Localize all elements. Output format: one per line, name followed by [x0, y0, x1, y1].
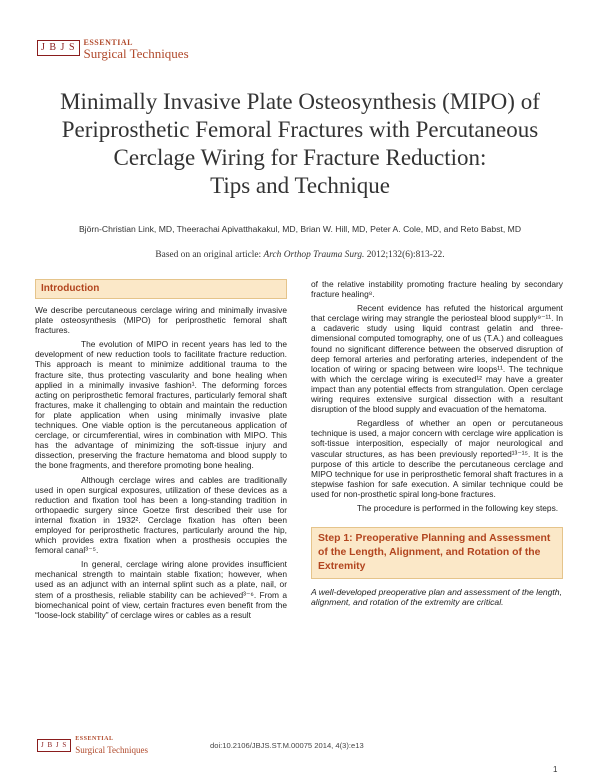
right-paragraph-4: The procedure is performed in the following key steps.: [357, 502, 559, 513]
citation-detail: 2012;132(6):813-22.: [364, 250, 445, 260]
introduction-heading: Introduction: [35, 279, 287, 299]
step-1-heading: Step 1: Preoperative Planning and Assessment of the Length, Alignment, and Rotation of the Extremity: [311, 527, 563, 579]
left-column: [35, 279, 287, 624]
right-column: [311, 279, 563, 607]
intro-paragraph-1: We describe percutaneous cerclage wiring and minimally invasive plate osteosynthesis (MIPO) for periprosthetic femoral shaft fractures.: [35, 305, 287, 336]
intro-paragraph-2: The evolution of MIPO in recent years has led to the development of new reduction tools to facilitate fracture reduction. This approach is meant to minimize additional trauma to the fracture site, thus protecting vascularity and bone healing when applied in a minimally invasive fashion¹. The deforming forces acting on periprosthetic femoral fractures, particularly femoral shaft fractures, make it challenging to obtain and maintain the reduction for plate application when using minimally invasive plate techniques. One viable option is the percutaneous application of cerclage, or circumferential, wires in combination with MIPO. This has the advantage of minimizing the soft-tissue injury and dissection, preserving the fracture hematoma and blood supply to the bone fragments, and therefore promoting bone healing.: [35, 339, 287, 471]
right-paragraph-1: of the relative instability promoting fracture healing by secondary fracture healing⁸.: [311, 279, 563, 300]
author-list: Björn-Christian Link, MD, Theerachai Apivatthakakul, MD, Brian W. Hill, MD, Peter A. Cole, MD, and Reto Babst, MD: [78, 224, 522, 234]
page-number: 1: [553, 765, 558, 774]
based-on-prefix: Based on an original article:: [155, 250, 264, 260]
right-paragraph-2: Recent evidence has refuted the historical argument that cerclage wiring may strangle the periosteal blood supply⁹⁻¹¹. In a cadaveric study using liquid contrast gelatin and three-dimensional computed tomography, one of us (T.A.) and colleagues found no significant difference between the observed disruption of deep femoral arteries and perforating arteries, independent of the location of wiring or spacing between wire loops¹¹. The technique with which the cerclage wiring is executed¹² may have a greater impact than any potential effects from strangulation. Open cerclage wiring requires extensive surgical dissection with a resultant disruption of the blood supply and evacuation of the hematoma.: [311, 303, 563, 415]
title-line-2: Periprosthetic Femoral Fractures with Percutaneous: [61, 117, 539, 142]
title-line-1: Minimally Invasive Plate Osteosynthesis (MIPO) of: [60, 89, 540, 114]
jbjs-logo-mark: J B J S: [37, 40, 80, 56]
title-line-3: Cerclage Wiring for Fracture Reduction:: [113, 145, 487, 170]
logo-line-essential: ESSENTIAL: [83, 38, 133, 47]
title-line-4: Tips and Technique: [210, 173, 390, 198]
intro-paragraph-4: In general, cerclage wiring alone provides insufficient mechanical strength to maintain stable fixation; however, when used as an adjunct with an internal splint such as a plate, nail, or stem of a prosthesis, reliable stability can be achieved³⁻⁶. From a biomechanical point of view, certain fractures even benefit from the “loose-lock stability” of cerclage wires or cables as a result: [35, 559, 287, 620]
footer-journal-name: [75, 734, 148, 756]
step-1-caption: A well-developed preoperative plan and assessment of the length, alignment, and rotation of the extremity are critical.: [311, 587, 562, 608]
intro-paragraph-3: Although cerclage wires and cables are traditionally used in open surgical exposures, utilization of these devices as a reduction and fixation tool has been a long-standing tradition in orthopaedic surgery since Goetze first described their use for internal fixation in 1932². Cerclage fixation has often been employed for periprosthetic fractures, particularly around the hip, which provides extra fixation when a prosthesis occupies the femoral canal³⁻⁵.: [35, 474, 287, 556]
logo-line-surgical: Surgical Techniques: [83, 46, 189, 61]
article-title: [20, 88, 580, 200]
footer-jbjs-mark: J B J S: [37, 739, 71, 752]
right-paragraph-3: Regardless of whether an open or percutaneous technique is used, a major concern with cerclage wire application is soft-tissue interposition, especially of major neurological and vascular structures, as has been previously reported¹³⁻¹⁵. It is the purpose of this article to describe the percutaneous cerclage and MIPO technique for use in periprosthetic femoral shaft fractures in a stepwise fashion for safe execution. A similar technique could be used for non-prosthetic spiral long-bone fractures.: [311, 418, 563, 499]
footer-logo-line-essential: ESSENTIAL: [75, 736, 114, 742]
journal-logo: [37, 37, 189, 59]
journal-name: [84, 37, 189, 59]
doi-citation: doi:10.2106/JBJS.ST.M.00075 2014, 4(3):e13: [210, 741, 364, 750]
journal-name-italic: Arch Orthop Trauma Surg.: [263, 250, 365, 260]
original-article-note: [20, 250, 580, 260]
footer-journal-logo: [37, 734, 148, 756]
footer-logo-line-surgical: Surgical Techniques: [75, 745, 149, 755]
